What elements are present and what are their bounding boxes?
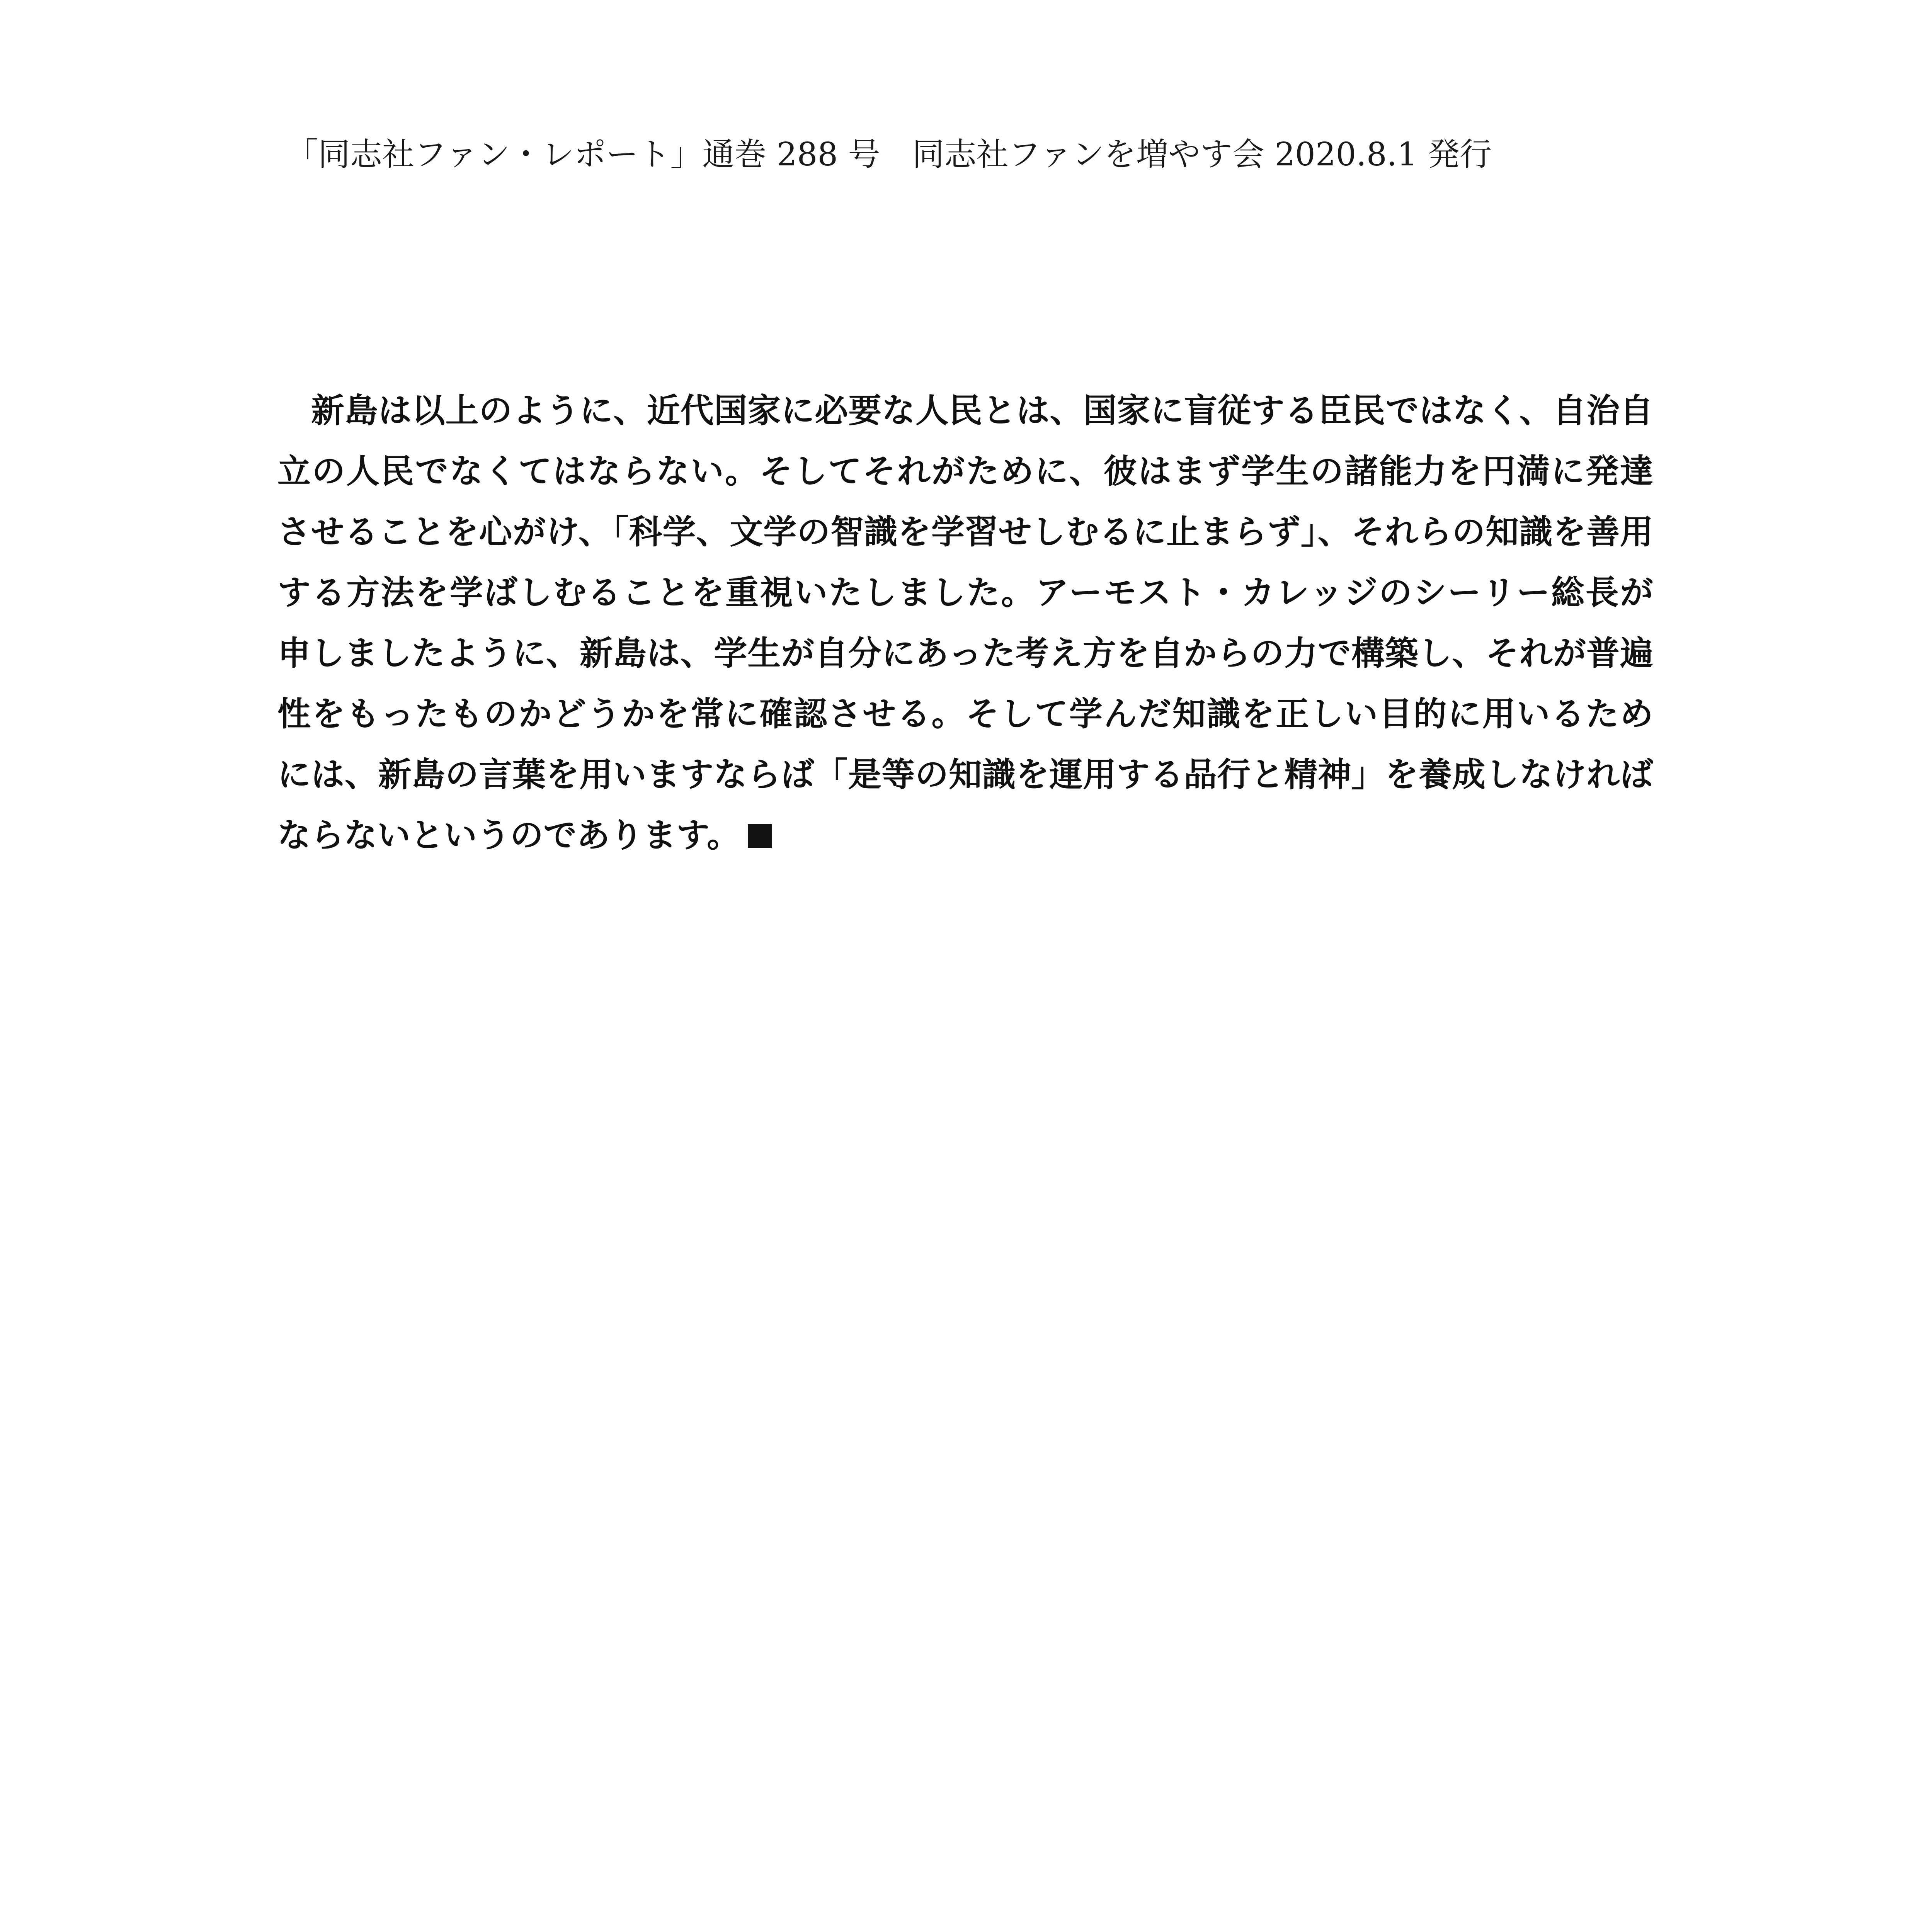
paragraph-line-6: 性をもったものかどうかを常に確認させる。そして学んだ知識を正しい目的に用いるため	[277, 695, 1653, 733]
paragraph-line-2: 立の人民でなくてはならない。そしてそれがために、彼はまず学生の諸能力を円満に発達	[277, 452, 1653, 491]
paragraph-line-1: 新島は以上のように、近代国家に必要な人民とは、国家に盲従する臣民ではなく、自治自	[277, 391, 1653, 430]
paragraph-line-8-text: ならないというのであります。	[277, 816, 740, 855]
running-header: 「同志社ファン・レポート」通巻 288 号 同志社ファンを増やす会 2020.8.1 発行	[286, 136, 1492, 173]
paragraph-line-5: 申しましたように、新島は、学生が自分にあった考え方を自からの力で構築し、それが普遍	[277, 634, 1653, 673]
article-paragraph	[277, 381, 1653, 866]
paragraph-line-8	[277, 805, 1653, 866]
paragraph-line-4: する方法を学ばしむることを重視いたしました。アーモスト・カレッジのシーリー総長が	[277, 573, 1653, 612]
end-mark-icon	[748, 824, 772, 848]
paragraph-line-7: には、新島の言葉を用いますならば「是等の知識を運用する品行と精神」を養成しなければ	[277, 755, 1653, 794]
paragraph-line-3: させることを心がけ、「科学、文学の智識を学習せしむるに止まらず」、それらの知識を善用	[277, 513, 1653, 551]
